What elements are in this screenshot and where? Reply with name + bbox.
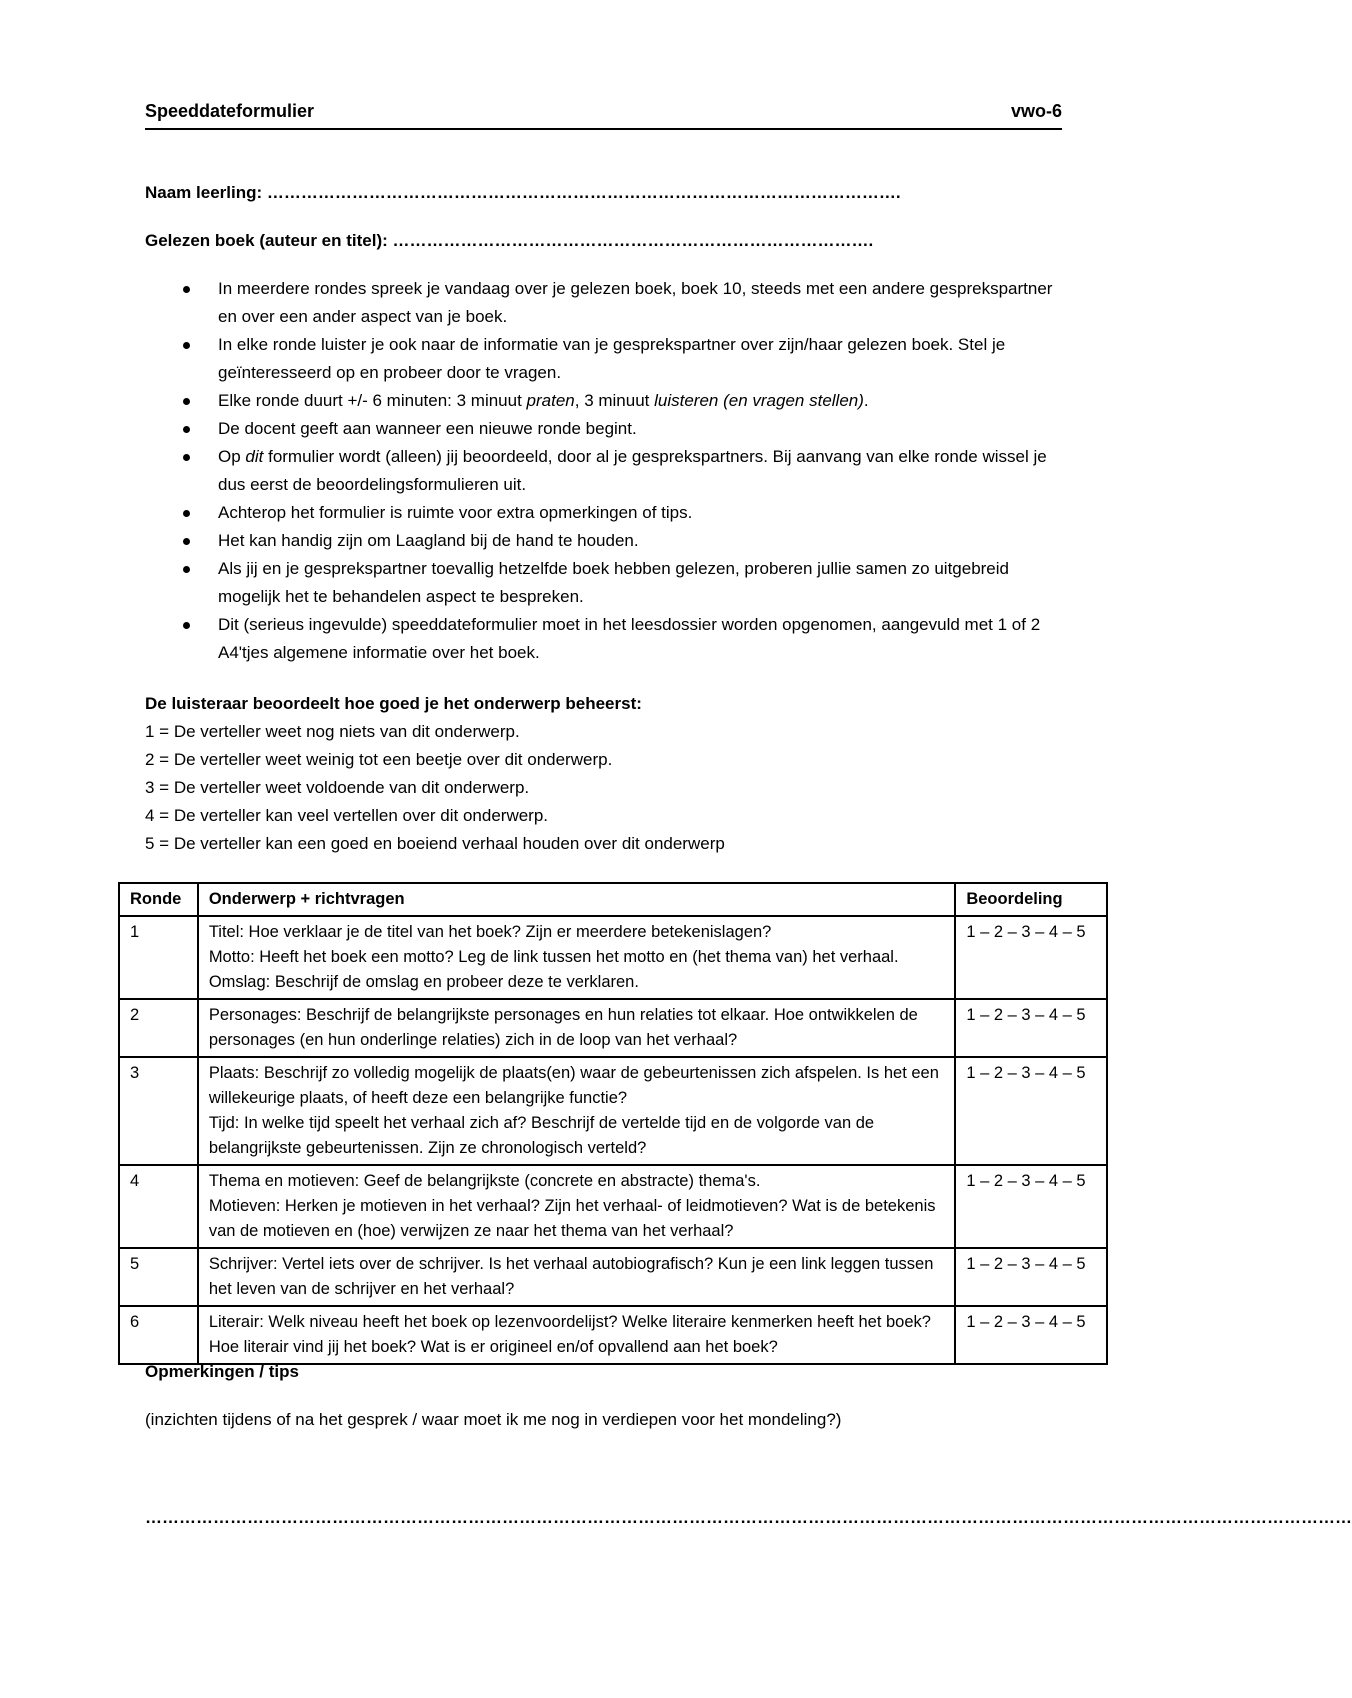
bullet-icon — [183, 622, 190, 629]
instruction-item — [145, 331, 1065, 387]
instruction-text: formulier wordt (alleen) jij beoordeeld, door al je gesprekspartners. Bij aanvang van elke ronde wissel je dus eerst de beoordelingsformulieren uit. — [218, 447, 1047, 494]
instruction-text: Het kan handig zijn om Laagland bij de hand te houden. — [218, 531, 639, 550]
round-rating: 1 – 2 – 3 – 4 – 5 — [955, 916, 1107, 999]
instruction-item — [145, 527, 1065, 555]
round-rating: 1 – 2 – 3 – 4 – 5 — [955, 999, 1107, 1057]
subject-question: Tijd: In welke tijd speelt het verhaal zich af? Beschrijf de vertelde tijd en de volgorde van de belangrijkste gebeurtenissen. Zijn ze chronologisch verteld? — [208, 1114, 875, 1157]
round-number: 6 — [119, 1306, 198, 1364]
round-rating: 1 – 2 – 3 – 4 – 5 — [955, 1248, 1107, 1306]
page-title: Speeddateformulier — [145, 101, 315, 121]
bullet-icon — [183, 398, 190, 405]
instruction-text: luisteren (en vragen stellen) — [654, 391, 864, 410]
round-number: 1 — [119, 916, 198, 999]
table-row — [119, 1248, 1107, 1306]
instruction-item — [145, 499, 1065, 527]
table-row — [119, 916, 1107, 999]
bullet-icon — [183, 454, 190, 461]
instruction-item — [145, 275, 1065, 331]
round-subject — [198, 916, 956, 999]
book-field: Gelezen boek (auteur en titel): …………………………………………………………………………. — [145, 231, 874, 250]
page-header — [145, 101, 1062, 130]
round-subject — [198, 999, 956, 1057]
round-rating: 1 – 2 – 3 – 4 – 5 — [955, 1165, 1107, 1248]
rating-scale-title: De luisteraar beoordeelt hoe goed je het onderwerp beheerst: — [145, 694, 642, 713]
instruction-text: Achterop het formulier is ruimte voor extra opmerkingen of tips. — [218, 503, 693, 522]
bullet-icon — [183, 538, 190, 545]
subject-question: Schrijver: Vertel iets over de schrijver. Is het verhaal autobiografisch? Kun je een link leggen tussen het leven van de schrijver en het verhaal? — [208, 1255, 934, 1298]
notes-hint: (inzichten tijdens of na het gesprek / waar moet ik me nog in verdiepen voor het mondeling?) — [145, 1410, 842, 1429]
instruction-list — [145, 275, 1065, 667]
table-row — [119, 1057, 1107, 1165]
subject-question: Motieven: Herken je motieven in het verhaal? Zijn het verhaal- of leidmotieven? Wat is de betekenis van de motieven en (hoe) verwijzen ze naar het thema van het verhaal? — [208, 1197, 936, 1240]
round-rating: 1 – 2 – 3 – 4 – 5 — [955, 1306, 1107, 1364]
instruction-text: Elke ronde duurt +/- 6 minuten: 3 minuut — [218, 391, 527, 410]
level-label: vwo-6 — [1010, 101, 1062, 121]
instruction-text: dit — [245, 447, 264, 466]
subject-question: Titel: Hoe verklaar je de titel van het boek? Zijn er meerdere betekenislagen? — [208, 923, 772, 941]
instruction-item — [145, 415, 1065, 443]
round-number: 4 — [119, 1165, 198, 1248]
header-rating: Beoordeling — [955, 883, 1107, 916]
header-subject: Onderwerp + richtvragen — [198, 883, 956, 916]
notes-title: Opmerkingen / tips — [145, 1362, 299, 1381]
round-number: 5 — [119, 1248, 198, 1306]
notes-write-line: …………………………………………………………………………………………………………………………………………………………………………………………… — [145, 1508, 1352, 1527]
instruction-item — [145, 555, 1065, 611]
rating-scale-item: 3 = De verteller weet voldoende van dit onderwerp. — [145, 778, 530, 797]
round-subject — [198, 1165, 956, 1248]
instruction-text: In meerdere rondes spreek je vandaag over je gelezen boek, boek 10, steeds met een andere gesprekspartner en over een ander aspect van je boek. — [218, 279, 1053, 326]
rounds-table — [118, 882, 1108, 1365]
table-row — [119, 999, 1107, 1057]
bullet-icon — [183, 342, 190, 349]
instruction-text: . — [863, 391, 869, 410]
table-header-row — [119, 883, 1107, 916]
instruction-text: , 3 minuut — [574, 391, 655, 410]
rating-scale-item: 4 = De verteller kan veel vertellen over dit onderwerp. — [145, 806, 549, 825]
table-row — [119, 1306, 1107, 1364]
header-round: Ronde — [119, 883, 198, 916]
bullet-icon — [183, 426, 190, 433]
round-number: 2 — [119, 999, 198, 1057]
instruction-text: In elke ronde luister je ook naar de informatie van je gesprekspartner over zijn/haar gelezen boek. Stel je geïnteresseerd op en probeer door te vragen. — [218, 335, 1006, 382]
rating-scale-item: 1 = De verteller weet nog niets van dit onderwerp. — [145, 722, 520, 741]
instruction-item — [145, 443, 1065, 499]
round-rating: 1 – 2 – 3 – 4 – 5 — [955, 1057, 1107, 1165]
instruction-text: Als jij en je gesprekspartner toevallig hetzelfde boek hebben gelezen, proberen jullie samen zo uitgebreid mogelijk het te behandelen aspect te bespreken. — [218, 559, 1009, 606]
instruction-text: praten — [526, 391, 575, 410]
instruction-text: Dit (serieus ingevulde) speeddateformulier moet in het leesdossier worden opgenomen, aangevuld met 1 of 2 A4'tjes algemene informatie over het boek. — [218, 615, 1041, 662]
round-subject — [198, 1306, 956, 1364]
rating-scale — [145, 690, 1065, 858]
bullet-icon — [183, 286, 190, 293]
bullet-icon — [183, 510, 190, 517]
round-subject — [198, 1248, 956, 1306]
rating-scale-item: 5 = De verteller kan een goed en boeiend verhaal houden over dit onderwerp — [145, 834, 725, 853]
subject-question: Omslag: Beschrijf de omslag en probeer deze te verklaren. — [208, 973, 639, 991]
round-subject — [198, 1057, 956, 1165]
subject-question: Literair: Welk niveau heeft het boek op lezenvoordelijst? Welke literaire kenmerken heeft het boek? Hoe literair vind jij het boek? Wat is er origineel en/of opvallend aan het boek? — [208, 1313, 931, 1356]
subject-question: Plaats: Beschrijf zo volledig mogelijk de plaats(en) waar de gebeurtenissen zich afspelen. Is het een willekeurige plaats, of heeft deze een belangrijke functie? — [208, 1064, 939, 1107]
subject-question: Thema en motieven: Geef de belangrijkste (concrete en abstracte) thema's. — [208, 1172, 761, 1190]
bullet-icon — [183, 566, 190, 573]
instruction-item — [145, 611, 1065, 667]
rating-scale-item: 2 = De verteller weet weinig tot een beetje over dit onderwerp. — [145, 750, 613, 769]
student-name-field: Naam leerling: …………………………………………………………………………………………………. — [145, 183, 901, 202]
instruction-item — [145, 387, 1065, 415]
subject-question: Personages: Beschrijf de belangrijkste personages en hun relaties tot elkaar. Hoe ontwikkelen de personages (en hun onderlinge relaties) zich in de loop van het verhaal? — [208, 1006, 918, 1049]
instruction-text: Op — [218, 447, 246, 466]
instruction-text: De docent geeft aan wanneer een nieuwe ronde begint. — [218, 419, 637, 438]
subject-question: Motto: Heeft het boek een motto? Leg de link tussen het motto en (het thema van) het verhaal. — [208, 948, 899, 966]
table-row — [119, 1165, 1107, 1248]
round-number: 3 — [119, 1057, 198, 1165]
